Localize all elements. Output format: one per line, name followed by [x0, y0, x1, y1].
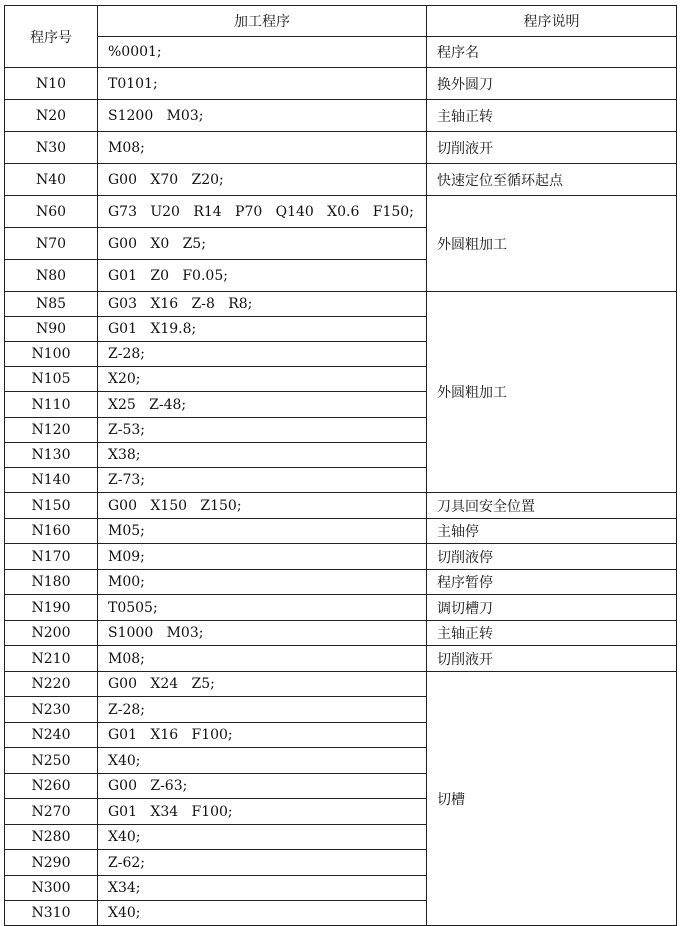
- block-number: N20: [5, 100, 98, 132]
- block-number: N40: [5, 164, 98, 196]
- block-number: N230: [5, 697, 98, 723]
- program-code: M08;: [98, 646, 427, 672]
- program-code: S1000 M03;: [98, 621, 427, 646]
- program-code: Z-28;: [98, 697, 427, 723]
- program-code: G01 Z0 F0.05;: [98, 260, 427, 292]
- block-number: N170: [5, 544, 98, 570]
- block-number: N100: [5, 342, 98, 367]
- block-number: N10: [5, 68, 98, 100]
- program-code: Z-53;: [98, 418, 427, 443]
- block-number: N280: [5, 825, 98, 850]
- program-code: X34;: [98, 876, 427, 901]
- block-number: N30: [5, 132, 98, 164]
- block-number: N150: [5, 493, 98, 519]
- program-code: M09;: [98, 544, 427, 570]
- program-code: X40;: [98, 901, 427, 926]
- block-number: N140: [5, 468, 98, 493]
- table-row: [5, 132, 677, 164]
- program-code: X40;: [98, 825, 427, 850]
- program-description: 外圆粗加工: [427, 196, 677, 292]
- table-row: [5, 164, 677, 196]
- table-row: [5, 493, 677, 519]
- program-description: 换外圆刀: [427, 68, 677, 100]
- program-description: 调切槽刀: [427, 595, 677, 621]
- table-row: [5, 570, 677, 595]
- header-row: [5, 6, 677, 37]
- block-number: N90: [5, 317, 98, 342]
- program-code: X25 Z-48;: [98, 392, 427, 418]
- program-code: Z-28;: [98, 342, 427, 367]
- program-code: G73 U20 R14 P70 Q140 X0.6 F150;: [98, 196, 427, 228]
- table-row: [5, 621, 677, 646]
- table-row: [5, 519, 677, 544]
- program-code: G03 X16 Z-8 R8;: [98, 292, 427, 317]
- program-name-code: %0001;: [98, 37, 427, 68]
- program-code: G00 X0 Z5;: [98, 228, 427, 260]
- block-number: N105: [5, 367, 98, 392]
- program-description: 切槽: [427, 672, 677, 926]
- table-row: [5, 292, 677, 317]
- program-code: S1200 M03;: [98, 100, 427, 132]
- block-number: N190: [5, 595, 98, 621]
- block-number: N160: [5, 519, 98, 544]
- program-name-row: [5, 37, 677, 68]
- block-number: N240: [5, 723, 98, 748]
- program-code: G01 X16 F100;: [98, 723, 427, 748]
- block-number: N70: [5, 228, 98, 260]
- block-number: N85: [5, 292, 98, 317]
- program-code: X40;: [98, 748, 427, 774]
- program-code: M08;: [98, 132, 427, 164]
- table-row: [5, 595, 677, 621]
- header-program-description: 程序说明: [427, 6, 677, 37]
- program-name-description: 程序名: [427, 37, 677, 68]
- block-number: N250: [5, 748, 98, 774]
- program-code: M00;: [98, 570, 427, 595]
- program-description: 切削液开: [427, 646, 677, 672]
- block-number: N80: [5, 260, 98, 292]
- block-number: N290: [5, 850, 98, 876]
- program-code: G00 X70 Z20;: [98, 164, 427, 196]
- block-number: N270: [5, 799, 98, 825]
- program-code: G01 X19.8;: [98, 317, 427, 342]
- program-code: Z-62;: [98, 850, 427, 876]
- program-code: G01 X34 F100;: [98, 799, 427, 825]
- block-number: N130: [5, 443, 98, 468]
- program-code: X38;: [98, 443, 427, 468]
- program-description: 主轴停: [427, 519, 677, 544]
- program-description: 外圆粗加工: [427, 292, 677, 493]
- table-row: [5, 196, 677, 228]
- program-code: G00 X150 Z150;: [98, 493, 427, 519]
- program-description: 主轴正转: [427, 621, 677, 646]
- block-number: N180: [5, 570, 98, 595]
- table-row: [5, 672, 677, 697]
- block-number: N260: [5, 774, 98, 799]
- cnc-program-table: [4, 5, 677, 926]
- program-description: 切削液开: [427, 132, 677, 164]
- program-description: 刀具回安全位置: [427, 493, 677, 519]
- header-program-number: 程序号: [5, 6, 98, 68]
- table-row: [5, 646, 677, 672]
- program-description: 主轴正转: [427, 100, 677, 132]
- block-number: N220: [5, 672, 98, 697]
- block-number: N60: [5, 196, 98, 228]
- header-machining-program: 加工程序: [98, 6, 427, 37]
- block-number: N200: [5, 621, 98, 646]
- program-code: G00 Z-63;: [98, 774, 427, 799]
- program-code: X20;: [98, 367, 427, 392]
- program-code: T0505;: [98, 595, 427, 621]
- table-row: [5, 544, 677, 570]
- block-number: N300: [5, 876, 98, 901]
- program-code: M05;: [98, 519, 427, 544]
- block-number: N110: [5, 392, 98, 418]
- program-description: 快速定位至循环起点: [427, 164, 677, 196]
- table-row: [5, 68, 677, 100]
- program-description: 切削液停: [427, 544, 677, 570]
- program-description: 程序暂停: [427, 570, 677, 595]
- block-number: N120: [5, 418, 98, 443]
- table-row: [5, 100, 677, 132]
- program-code: T0101;: [98, 68, 427, 100]
- block-number: N210: [5, 646, 98, 672]
- program-code: G00 X24 Z5;: [98, 672, 427, 697]
- program-code: Z-73;: [98, 468, 427, 493]
- block-number: N310: [5, 901, 98, 926]
